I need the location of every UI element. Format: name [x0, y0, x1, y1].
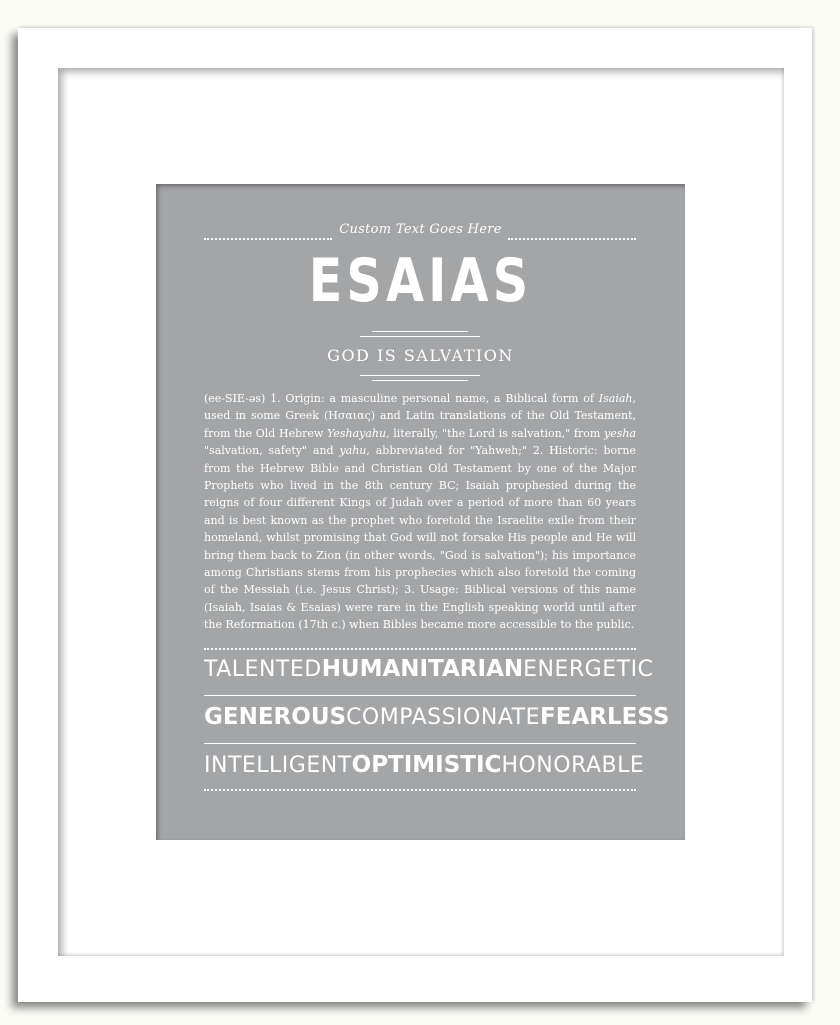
divider-line — [204, 695, 636, 696]
name-meaning: GOD IS SALVATION — [327, 346, 514, 365]
trait-word: OPTIMISTIC — [351, 752, 502, 778]
divider-line — [372, 380, 468, 381]
dotted-rule — [204, 789, 636, 791]
divider-line — [360, 375, 480, 376]
trait-word: HUMANITARIAN — [321, 656, 524, 682]
trait-word: INTELLIGENT — [204, 753, 352, 778]
dotted-rule-right — [508, 238, 636, 240]
dotted-rule — [204, 648, 636, 650]
trait-word: FEARLESS — [540, 704, 670, 730]
name-print — [156, 184, 685, 840]
trait-word: HONORABLE — [501, 753, 645, 778]
divider-line — [372, 331, 468, 332]
custom-text: Custom Text Goes Here — [339, 222, 502, 237]
divider-line — [360, 336, 480, 337]
trait-word: GENEROUS — [204, 704, 347, 730]
traits-row — [204, 752, 645, 778]
dotted-rule-left — [204, 238, 332, 240]
trait-word: TALENTED — [204, 657, 322, 682]
pronunciation: (ee-SIE-əs) — [204, 392, 266, 405]
divider-line — [204, 743, 636, 744]
traits-row — [204, 704, 670, 730]
name-title: ESAIAS — [308, 246, 533, 316]
trait-word: ENERGETIC — [523, 657, 654, 682]
trait-word: COMPASSIONATE — [346, 705, 541, 730]
traits-row — [204, 656, 654, 682]
name-definition: (ee-SIE-əs) 1. Origin: a masculine personal name, a Biblical form of Isaiah, used in some Greek (Ησαιας) and Latin translations of the Old Testament, from the Old Hebrew Yeshayahu, literally, "the Lord is salvation," from yesha "salvation, safety" and yahu, abbreviated for "Yahweh;" 2. Historic: borne from the Hebrew Bible and Christian Old Testament by one of the Major Prophets who lived in the 8th century BC; Isaiah prophesied during the reigns of four different Kings of Judah over a period of more than 60 years and is best known as the prophet who foretold the Israelite exile from their homeland, whilst promising that God will not forsake His people and He will bring them back to Zion (in other words, "God is salvation"); his importance among Christians stems from his prophecies which also foretold the coming of the Messiah (i.e. Jesus Christ); 3. Usage: Biblical versions of this name (Isaiah, Isaias & Esaias) were rare in the English speaking world until after the Reformation (17th c.) when Bibles became more accessible to the public. — [204, 392, 636, 632]
